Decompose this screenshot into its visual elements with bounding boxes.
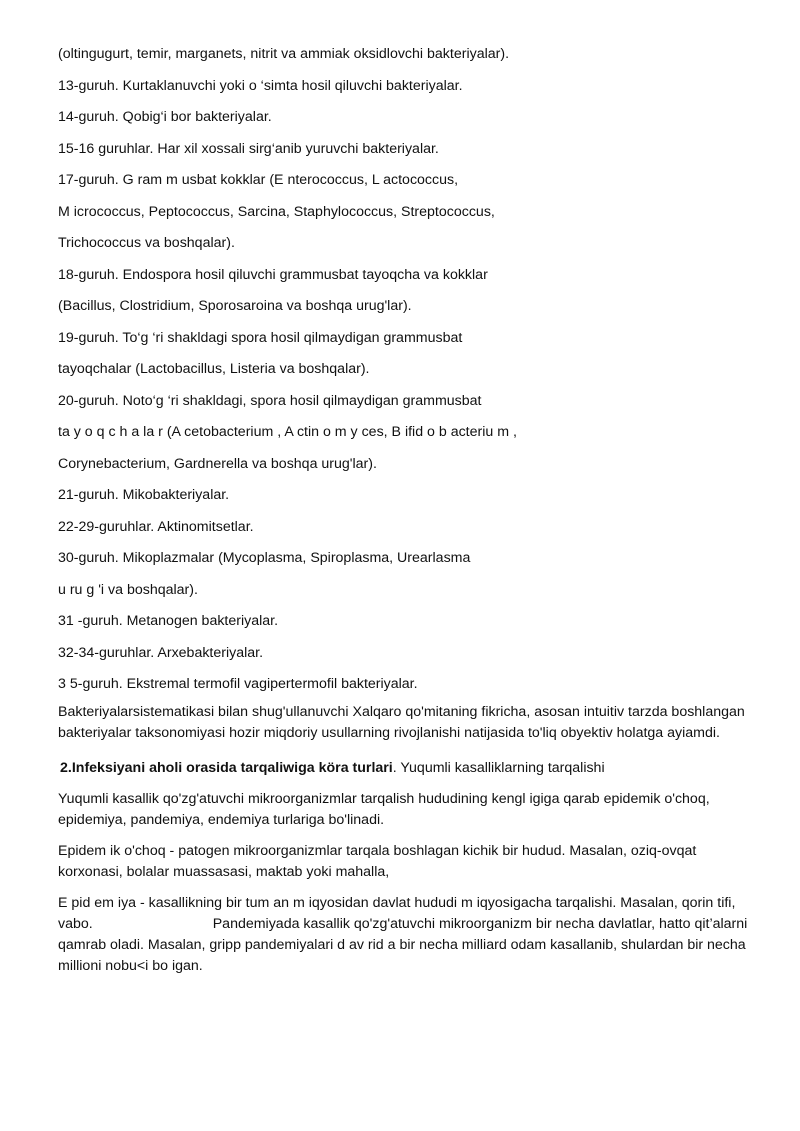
text-line: Trichococcus va boshqalar).: [58, 235, 235, 251]
text-line: 21-guruh. Mikobakteriyalar.: [58, 487, 230, 503]
text-line: 15-16 guruhlar. Har xil xossali sirg‘anib yuruvchi bakteriyalar.: [58, 140, 439, 157]
text-line: ta y o q c h a la r (A cetobacterium , A ctin o m y ces, B ifid o b acteriu m ,: [58, 424, 517, 440]
epidemic-text: E pid em iya - kasallikning bir tum an m iqyosidan davlat hududi m iqyosigacha tarqalishi. Masalan, qorin tifi, vabo.: [58, 895, 736, 932]
section-heading: [60, 758, 748, 779]
text-line: (Bacillus, Clostridium, Sporosaroina va boshqa urug'lar).: [58, 298, 412, 314]
text-line: 31 -guruh. Metanogen bakteriyalar.: [58, 613, 279, 629]
document-page: [58, 44, 748, 987]
text-line: 22-29-guruhlar. Aktinomitsetlar.: [58, 518, 254, 535]
section-heading-rest: . Yuqumli kasalliklarning tarqalishi: [392, 760, 605, 776]
text-line: Corynebacterium, Gardnerella va boshqa urug'lar).: [58, 455, 377, 472]
paragraph-spread-types: Yuqumli kasallik qo'zg'atuvchi mikroorganizmlar tarqalish hududining kengl igiga qarab epidemik o'choq, epidemiya, pandemiya, endemiya turlariga bo'linadi.: [58, 791, 710, 828]
paragraph-epidemic-pandemic: [58, 893, 748, 977]
paragraph-epidemic-focus: Epidem ik o'choq - patogen mikroorganizmlar tarqala boshlagan kichik bir hudud. Masalan, oziq-ovqat korxonasi, bolalar muassasasi, maktab yoki mahalla,: [58, 843, 697, 880]
text-line: 13-guruh. Kurtaklanuvchi yoki o ‘simta hosil qiluvchi bakteriyalar.: [58, 77, 463, 94]
text-line: u ru g 'i va boshqalar).: [58, 581, 198, 598]
pandemic-text: Pandemiyada kasallik qo'zg'atuvchi mikroorganizm bir necha davlatlar, hatto qit’alarni qamrab oladi. Masalan, gripp pandemiyalari d av rid a bir necha milliard odam kasallanib, shulardan bir necha millioni nobu<i bo igan.: [58, 916, 748, 974]
text-line: 14-guruh. Qobig‘i bor bakteriyalar.: [58, 109, 272, 125]
text-line: 30-guruh. Mikoplazmalar (Mycoplasma, Spiroplasma, Urearlasma: [58, 550, 471, 566]
text-line: tayoqchalar (Lactobacillus, Listeria va boshqalar).: [58, 361, 370, 377]
text-line: 17-guruh. G ram m usbat kokklar (E nterococcus, L actococcus,: [58, 172, 459, 188]
text-line: 32-34-guruhlar. Arxebakteriyalar.: [58, 644, 264, 661]
section-heading-bold: 2.Infeksiyani aholi orasida tarqaliwiga köra turlari: [60, 760, 393, 776]
paragraph-taxonomy: Bakteriyalarsistematikasi bilan shug'ullanuvchi Xalqaro qo'mitaning fikricha, asosan intuitiv tarzda boshlangan bakteriyalar taksonomiyasi hozir miqdoriy usullarning rivojlanishi natijasida to'liq obyektiv holatga ayiamdi.: [58, 704, 745, 741]
text-line: M icrococcus, Peptococcus, Sarcina, Staphylococcus, Streptococcus,: [58, 203, 495, 220]
text-line: 20-guruh. Noto‘g ‘ri shakldagi, spora hosil qilmaydigan grammusbat: [58, 392, 482, 409]
text-line: (oltingugurt, temir, marganets, nitrit va ammiak oksidlovchi bakteriyalar).: [58, 46, 510, 62]
text-line: 18-guruh. Endospora hosil qiluvchi grammusbat tayoqcha va kokklar: [58, 266, 488, 283]
text-line: 3 5-guruh. Ekstremal termofil vagipertermofil bakteriyalar.: [58, 676, 418, 692]
text-line: 19-guruh. To‘g ‘ri shakldagi spora hosil qilmaydigan grammusbat: [58, 329, 463, 346]
